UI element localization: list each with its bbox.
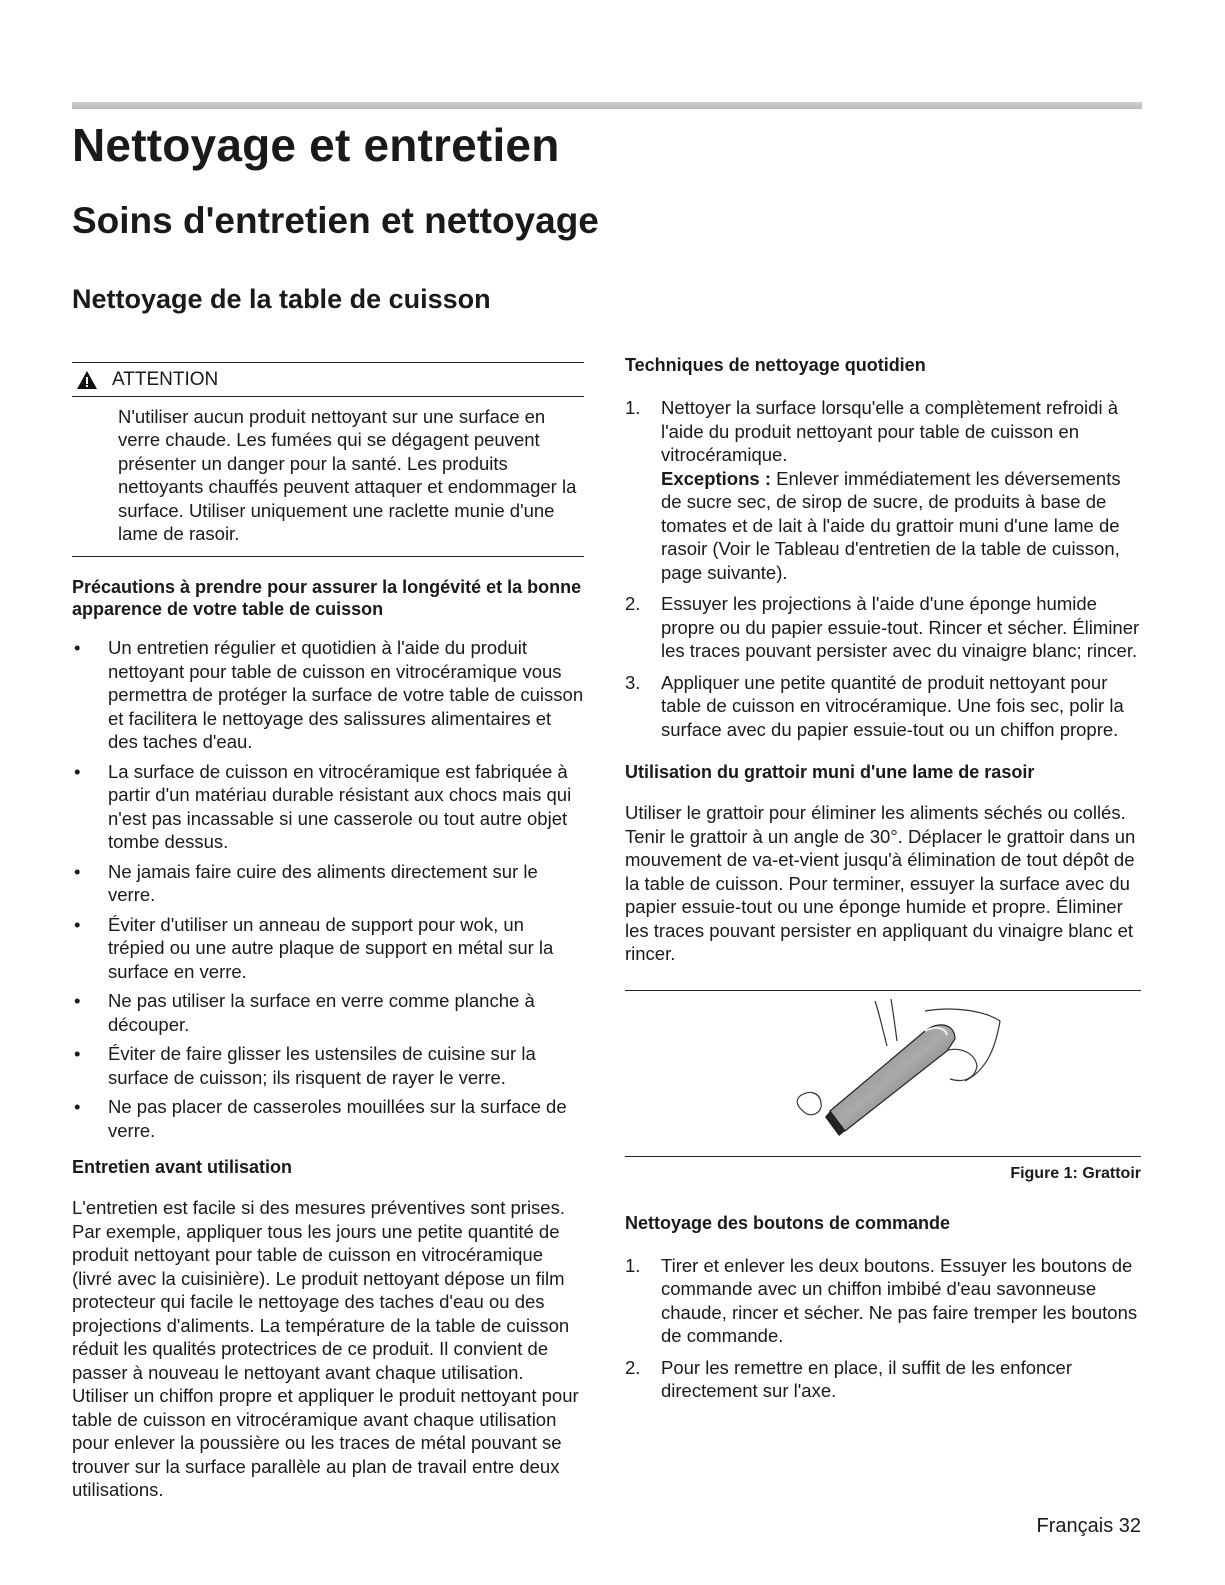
list-item: • Ne jamais faire cuire des aliments directement sur le verre. bbox=[74, 860, 538, 905]
page-title: Nettoyage et entretien bbox=[72, 119, 560, 171]
list-item: • Un entretien régulier et quotidien à l'aide du produit nettoyant pour table de cuisson en vitrocéramique vous permettra de protéger la surface de votre table de cuisson et facilitera le nettoyage des salissures alimentaires et des taches d'eau. bbox=[74, 637, 584, 752]
header-rule bbox=[72, 102, 1142, 109]
scraper-illustration bbox=[625, 991, 1141, 1151]
list-item: • Ne pas placer de casseroles mouillées sur la surface de verre. bbox=[74, 1096, 567, 1141]
section-title: Nettoyage de la table de cuisson bbox=[72, 284, 491, 314]
grattoir-text: Utiliser le grattoir pour éliminer les aliments séchés ou collés. Tenir le grattoir à un angle de 30°. Déplacer le grattoir dans un mouvement de va-et-vient jusqu'à élimination de tout dépôt de la table de cuisson. Pour terminer, essuyer la surface avec du papier essuie-tout ou une éponge humide et propre. Éliminer les traces pouvant persister en appliquant du vinaigre blanc et rincer. bbox=[625, 802, 1136, 964]
figure-caption: Figure 1: Grattoir bbox=[1010, 1165, 1141, 1182]
list-item: • La surface de cuisson en vitrocéramique est fabriquée à partir d'un matériau durable résistant aux chocs mais qui n'est pas incassable si une casserole ou tout autre objet tombe dessus. bbox=[74, 760, 572, 852]
boutons-list bbox=[625, 1254, 1141, 1403]
list-item: • Éviter d'utiliser un anneau de support pour wok, un trépied ou une autre plaque de support en métal sur la surface en verre. bbox=[74, 913, 554, 982]
boutons-heading: Nettoyage des boutons de commande bbox=[625, 1212, 951, 1233]
attention-box bbox=[72, 362, 584, 557]
list-item: • Éviter de faire glisser les ustensiles de cuisine sur la surface de cuisson; ils risquent de rayer le verre. bbox=[74, 1043, 536, 1088]
grattoir-heading: Utilisation du grattoir muni d'une lame de rasoir bbox=[625, 762, 1035, 782]
right-column bbox=[625, 354, 1141, 1411]
warning-icon bbox=[76, 370, 98, 390]
page-subtitle: Soins d'entretien et nettoyage bbox=[72, 200, 599, 241]
avant-text: L'entretien est facile si des mesures préventives sont prises. Par exemple, appliquer tous les jours une petite quantité de produit nettoyant pour table de cuisson en vitrocéramique (livré avec la cuisinière). Le produit nettoyant dépose un film protecteur qui facile le nettoyage des taches d'eau ou des projections d'aliments. La température de la table de cuisson réduit les qualités protectrices de ce produit. Il convient de passer à nouveau le nettoyant avant chaque utilisation. Utiliser un chiffon propre et appliquer le produit nettoyant pour table de cuisson en vitrocéramique avant chaque utilisation pour enlever la poussière ou les traces de métal pouvant se trouver sur la surface parallèle au plan de travail entre deux utilisations. bbox=[72, 1197, 579, 1500]
figure bbox=[625, 990, 1141, 1186]
list-item: 1. Nettoyer la surface lorsqu'elle a complètement refroidi à l'aide du produit nettoyant pour table de cuisson en vitrocéramique. Exceptions : Enlever immédiatement les déversements de sucre sec, de sirop de sucre, de produits à base de tomates et de lait à l'aide du grattoir muni d'une lame de rasoir (Voir le Tableau d'entretien de la table de cuisson, page suivante). bbox=[625, 397, 1121, 583]
attention-label: ATTENTION bbox=[112, 369, 219, 390]
quotidien-heading: Techniques de nettoyage quotidien bbox=[625, 355, 926, 375]
list-item: 2. Essuyer les projections à l'aide d'une éponge humide propre ou du papier essuie-tout. Rincer et sécher. Éliminer les traces pouvant persister avec du vinaigre blanc; rincer. bbox=[625, 593, 1140, 661]
precautions-list bbox=[72, 636, 584, 1142]
quotidien-list bbox=[625, 396, 1141, 741]
list-item: 2. Pour les remettre en place, il suffit de les enfoncer directement sur l'axe. bbox=[625, 1356, 1072, 1401]
list-item: 1. Tirer et enlever les deux boutons. Essuyer les boutons de commande avec un chiffon imbibé d'eau savonneuse chaude, rincer et sécher. Ne pas faire tremper les boutons de commande. bbox=[625, 1254, 1138, 1346]
list-item: • Ne pas utiliser la surface en verre comme planche à découper. bbox=[74, 990, 535, 1035]
precautions-heading: Précautions à prendre pour assurer la longévité et la bonne apparence de votre table de cuisson bbox=[72, 577, 582, 619]
attention-text: N'utiliser aucun produit nettoyant sur une surface en verre chaude. Les fumées qui se dégagent peuvent présenter un danger pour la santé. Les produits nettoyants chauffés peuvent attaquer et endommager la surface. Utiliser uniquement une raclette munie d'une lame de rasoir. bbox=[118, 405, 577, 544]
list-item: 3. Appliquer une petite quantité de produit nettoyant pour table de cuisson en vitrocéramique. Une fois sec, polir la surface avec du papier essuie-tout ou un chiffon propre. bbox=[625, 671, 1124, 740]
page-footer: Français 32 bbox=[1036, 1515, 1141, 1537]
avant-heading: Entretien avant utilisation bbox=[72, 1157, 293, 1177]
